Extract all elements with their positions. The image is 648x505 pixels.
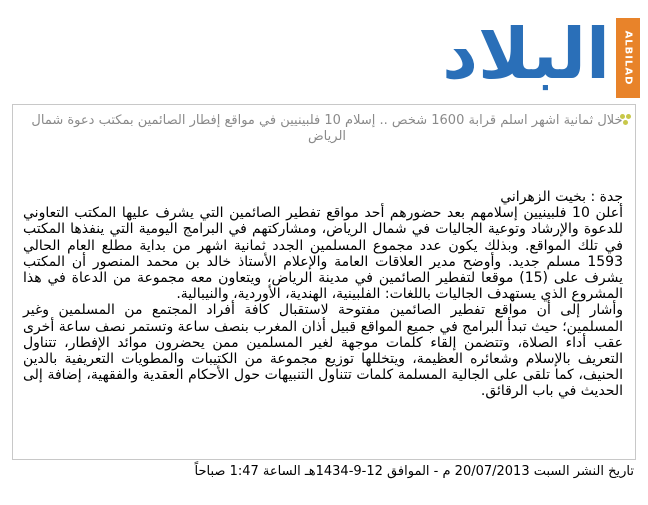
site-logo[interactable]	[442, 13, 640, 102]
logo-latin-text: ALBILAD	[622, 30, 634, 86]
logo-arabic-text: البلاد	[442, 13, 610, 95]
article-box	[12, 104, 636, 460]
article-paragraph: وأشار إلى أن مواقع تفطير الصائمين مفتوحة لاستقبال كافة أفراد المجتمع من المسلمين وغير المسلمين؛ حيث تبدأ البرامج في جميع المواقع قبيل أذان المغرب بنصف ساعة وتستمر نصف ساعة أخرى عقب أداء الصلاة، وتتضمن إلقاء كلمات موجهة لغير المسلمين ممن يحضرون موائد الإفطار، تتناول التعريف بالإسلام وشعائره العظيمة، ويتخللها توزيع مجموعة من الكتيبات والمطويات التعريفية بالدين الحنيف، كما تلقى على الجالية المسلمة كلمات تتناول التنبيهات حول الأحكام العقدية والفقهية، إضافة إلى الحديث في باب الرقائق.	[23, 302, 623, 400]
article-headline: خلال ثمانية اشهر اسلم قرابة 1600 شخص .. إسلام 10 فلبينيين في مواقع إفطار الصائمين بمكتب دعوة شمال الرياض	[31, 113, 623, 144]
article-byline: جدة : بخيت الزهراني	[500, 189, 623, 205]
article-paragraph: أعلن 10 فلبينيين إسلامهم بعد حضورهم أحد مواقع تفطير الصائمين التي يشرف عليها المكتب التعاوني للدعوة والإرشاد وتوعية الجاليات في شمال الرياض، ومشاركتهم في البرامج اليومية التي ينفذها المكتب في تلك المواقع. وبذلك يكون عدد مجموع المسلمين الجدد ثمانية اشهر من بداية مطلع العام الحالي 1593 مسلم جديد. وأوضح مدير العلاقات العامة والإعلام الأستاذ خالد بن محمد المنصور أن المكتب يشرف على (15) موقعا لتفطير الصائمين في مدينة الرياض، ويتعاون معه مجموعة من الدعاة في هذا المشروع الذي يستهدف الجاليات باللغات: الفلبينية، الهندية، الأوردية، والنيبالية.	[23, 205, 623, 303]
article-body	[23, 189, 623, 400]
publish-date: تاريخ النشر السبت 20/07/2013 م - الموافق 12-9-1434هـ الساعة 1:47 صباحاً	[194, 464, 634, 479]
logo-side-band	[616, 18, 640, 98]
